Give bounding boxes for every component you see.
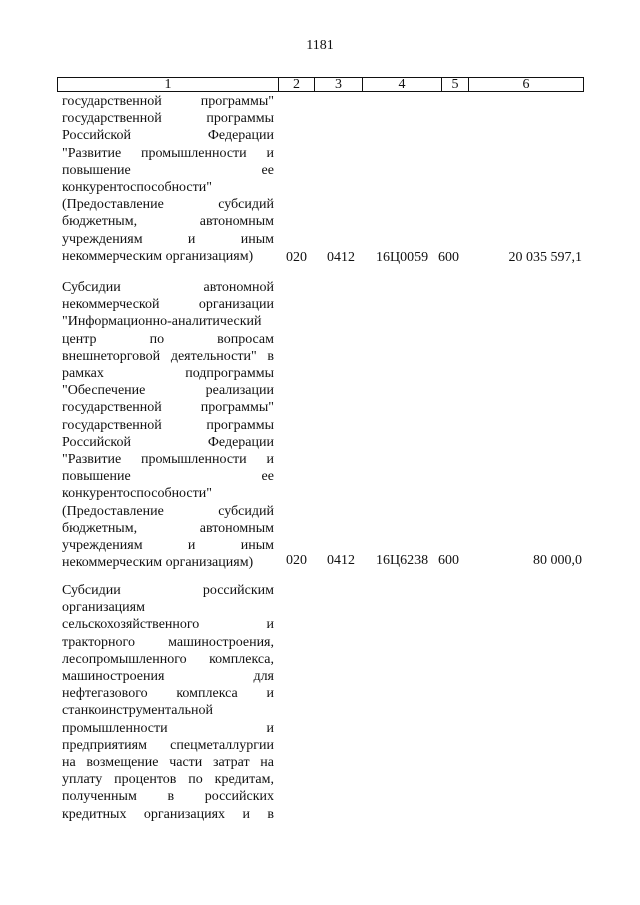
row-2-rz: 0412 <box>327 553 355 568</box>
row-2-line: Российской Федерации <box>62 434 274 450</box>
row-1-sum: 20 035 597,1 <box>508 250 582 265</box>
row-2-vr: 600 <box>438 553 459 568</box>
row-1-line: (Предоставление субсидий <box>62 197 274 213</box>
row-2-line: "Развитие промышленности и <box>62 452 274 468</box>
row-2-line: конкурентоспособности" <box>62 486 212 502</box>
row-1-line: повышение ее <box>62 162 274 178</box>
row-1-line: "Развитие промышленности и <box>62 145 274 161</box>
row-1-description <box>62 93 274 265</box>
row-1-line: конкурентоспособности" <box>62 180 212 196</box>
row-3-line: уплату процентов по кредитам, <box>62 772 274 788</box>
row-2-line: "Информационно-аналитический <box>62 314 262 330</box>
row-2-line: повышение ее <box>62 469 274 485</box>
row-2-line: "Обеспечение реализации <box>62 383 274 399</box>
row-1-csr: 16Ц0059 <box>376 250 429 265</box>
row-1-ved: 020 <box>286 250 307 265</box>
row-2-line: некоммерческой организации <box>62 297 274 313</box>
row-1-line: Российской Федерации <box>62 128 274 144</box>
header-col-2: 2 <box>279 78 315 91</box>
row-3-line: машиностроения для <box>62 669 274 685</box>
row-3-line: организациям <box>62 600 145 616</box>
row-2-line: государственной программы <box>62 417 274 433</box>
header-col-5: 5 <box>442 78 469 91</box>
row-3-line: предприятиям спецметаллургии <box>62 737 274 753</box>
table-header-row <box>57 77 584 92</box>
row-2-csr: 16Ц6238 <box>376 553 429 568</box>
row-1-rz: 0412 <box>327 250 355 265</box>
row-2-line: бюджетным, автономным <box>62 520 274 536</box>
row-3-line: тракторного машиностроения, <box>62 634 274 650</box>
row-3-description <box>62 582 274 823</box>
row-1-vr: 600 <box>438 250 459 265</box>
row-1-line: бюджетным, автономным <box>62 214 274 230</box>
row-2-line: учреждениям и иным <box>62 538 274 554</box>
row-1-line: государственной программы" <box>62 94 274 109</box>
row-2-line: рамках подпрограммы <box>62 366 274 382</box>
row-2-line: внешнеторговой деятельности" в <box>62 348 274 364</box>
header-col-6: 6 <box>522 77 530 92</box>
row-2-line: Субсидии автономной <box>62 280 274 295</box>
row-2-line: некоммерческим организациям) <box>62 555 254 571</box>
row-2-description <box>62 279 274 571</box>
header-col-1: 1 <box>58 78 279 91</box>
row-3-line: на возмещение части затрат на <box>62 755 274 771</box>
row-3-line: лесопромышленного комплекса, <box>62 651 274 667</box>
row-3-line: сельскохозяйственного и <box>62 617 274 633</box>
row-1-line: учреждениям и иным <box>62 231 274 247</box>
header-col-3: 3 <box>315 78 363 91</box>
row-2-line: государственной программы" <box>62 400 274 416</box>
page-number: 1181 <box>306 38 334 53</box>
row-2-line: (Предоставление субсидий <box>62 503 274 519</box>
row-2-sum: 80 000,0 <box>533 553 582 568</box>
row-3-line: станкоинструментальной <box>62 703 213 719</box>
row-3-line: Субсидии российским <box>62 583 274 598</box>
row-3-line: нефтегазового комплекса и <box>62 686 274 702</box>
row-3-line: промышленности и <box>62 720 274 736</box>
row-3-line: полученным в российских <box>62 789 274 805</box>
row-1-line: государственной программы <box>62 111 274 127</box>
row-1-line: некоммерческим организациям) <box>62 248 254 264</box>
row-3-line: кредитных организациях и в <box>62 806 274 822</box>
row-2-ved: 020 <box>286 553 307 568</box>
row-2-line: центр по вопросам <box>62 331 274 347</box>
header-col-4: 4 <box>363 78 442 91</box>
